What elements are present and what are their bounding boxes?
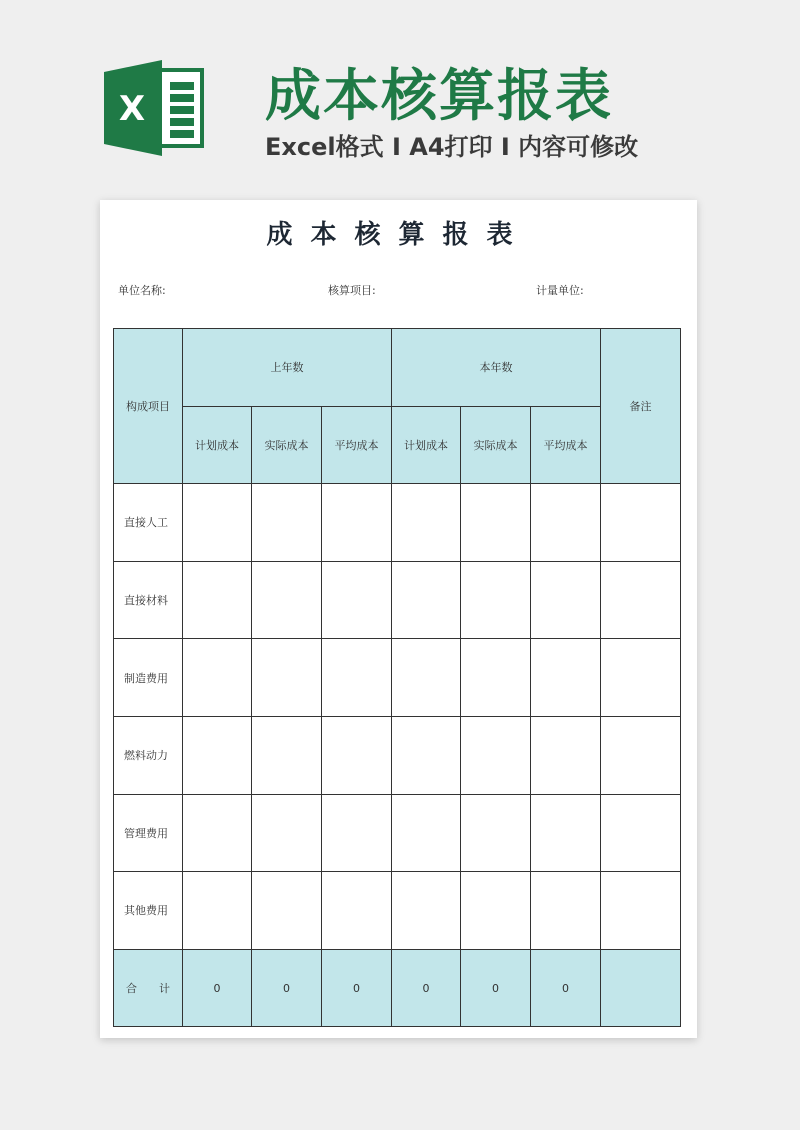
row-label: 燃料动力 bbox=[114, 716, 183, 794]
data-cell[interactable] bbox=[183, 484, 252, 562]
row-label: 管理费用 bbox=[114, 794, 183, 872]
data-cell[interactable] bbox=[601, 794, 681, 872]
data-cell[interactable] bbox=[601, 484, 681, 562]
header-sub: 计划成本 bbox=[183, 406, 252, 484]
data-cell[interactable] bbox=[601, 639, 681, 717]
data-cell[interactable] bbox=[531, 484, 601, 562]
header-sub: 计划成本 bbox=[392, 406, 461, 484]
cost-table bbox=[113, 328, 681, 1027]
data-cell[interactable] bbox=[531, 639, 601, 717]
total-cell[interactable]: 0 bbox=[322, 949, 392, 1027]
data-cell[interactable] bbox=[183, 872, 252, 950]
document-title: 成本核算报表 bbox=[266, 220, 531, 250]
banner-subtitle: Excel格式 I A4打印 I 内容可修改 bbox=[265, 133, 639, 161]
data-cell[interactable] bbox=[461, 872, 531, 950]
data-cell[interactable] bbox=[392, 872, 461, 950]
data-cell[interactable] bbox=[322, 484, 392, 562]
header-sub: 平均成本 bbox=[322, 406, 392, 484]
data-cell[interactable] bbox=[183, 794, 252, 872]
data-cell[interactable] bbox=[601, 561, 681, 639]
measure-unit-label: 计量单位: bbox=[536, 284, 584, 297]
data-cell[interactable] bbox=[252, 561, 322, 639]
logo-letter: X bbox=[118, 89, 146, 129]
data-cell[interactable] bbox=[392, 484, 461, 562]
data-cell[interactable] bbox=[252, 872, 322, 950]
data-cell[interactable] bbox=[322, 561, 392, 639]
data-cell[interactable] bbox=[461, 639, 531, 717]
data-cell[interactable] bbox=[252, 639, 322, 717]
row-label: 直接材料 bbox=[114, 561, 183, 639]
data-cell[interactable] bbox=[252, 484, 322, 562]
header-this-year: 本年数 bbox=[392, 329, 601, 407]
data-cell[interactable] bbox=[461, 484, 531, 562]
data-cell[interactable] bbox=[461, 561, 531, 639]
total-cell[interactable]: 0 bbox=[461, 949, 531, 1027]
data-cell[interactable] bbox=[392, 639, 461, 717]
data-cell[interactable] bbox=[461, 716, 531, 794]
total-label: 合 计 bbox=[114, 949, 183, 1027]
data-cell[interactable] bbox=[183, 639, 252, 717]
header-last-year: 上年数 bbox=[183, 329, 392, 407]
row-label: 其他费用 bbox=[114, 872, 183, 950]
total-cell[interactable]: 0 bbox=[531, 949, 601, 1027]
table-row bbox=[114, 639, 681, 717]
data-cell[interactable] bbox=[601, 716, 681, 794]
project-label: 核算项目: bbox=[328, 284, 376, 297]
header-item: 构成项目 bbox=[114, 329, 183, 484]
data-cell[interactable] bbox=[392, 716, 461, 794]
header-sub: 实际成本 bbox=[461, 406, 531, 484]
header-remark: 备注 bbox=[601, 329, 681, 484]
data-cell[interactable] bbox=[322, 716, 392, 794]
table-row bbox=[114, 716, 681, 794]
data-cell[interactable] bbox=[531, 794, 601, 872]
total-row bbox=[114, 949, 681, 1027]
document-page bbox=[100, 200, 697, 1038]
data-cell[interactable] bbox=[322, 639, 392, 717]
data-cell[interactable] bbox=[183, 561, 252, 639]
data-cell[interactable] bbox=[392, 794, 461, 872]
data-cell[interactable] bbox=[252, 716, 322, 794]
row-label: 直接人工 bbox=[114, 484, 183, 562]
data-cell[interactable] bbox=[392, 561, 461, 639]
unit-name-label: 单位名称: bbox=[118, 284, 166, 297]
table-row bbox=[114, 794, 681, 872]
total-cell[interactable]: 0 bbox=[392, 949, 461, 1027]
data-cell[interactable] bbox=[183, 716, 252, 794]
data-cell[interactable] bbox=[531, 716, 601, 794]
row-label: 制造费用 bbox=[114, 639, 183, 717]
total-remark-cell[interactable] bbox=[601, 949, 681, 1027]
excel-logo-icon bbox=[104, 60, 204, 156]
table-row bbox=[114, 872, 681, 950]
data-cell[interactable] bbox=[322, 872, 392, 950]
data-cell[interactable] bbox=[252, 794, 322, 872]
data-cell[interactable] bbox=[461, 794, 531, 872]
header-sub: 平均成本 bbox=[531, 406, 601, 484]
data-cell[interactable] bbox=[322, 794, 392, 872]
banner-title: 成本核算报表 bbox=[265, 64, 613, 129]
data-cell[interactable] bbox=[601, 872, 681, 950]
table-row bbox=[114, 484, 681, 562]
total-cell[interactable]: 0 bbox=[183, 949, 252, 1027]
data-cell[interactable] bbox=[531, 561, 601, 639]
header-sub: 实际成本 bbox=[252, 406, 322, 484]
data-cell[interactable] bbox=[531, 872, 601, 950]
table-row bbox=[114, 561, 681, 639]
total-cell[interactable]: 0 bbox=[252, 949, 322, 1027]
